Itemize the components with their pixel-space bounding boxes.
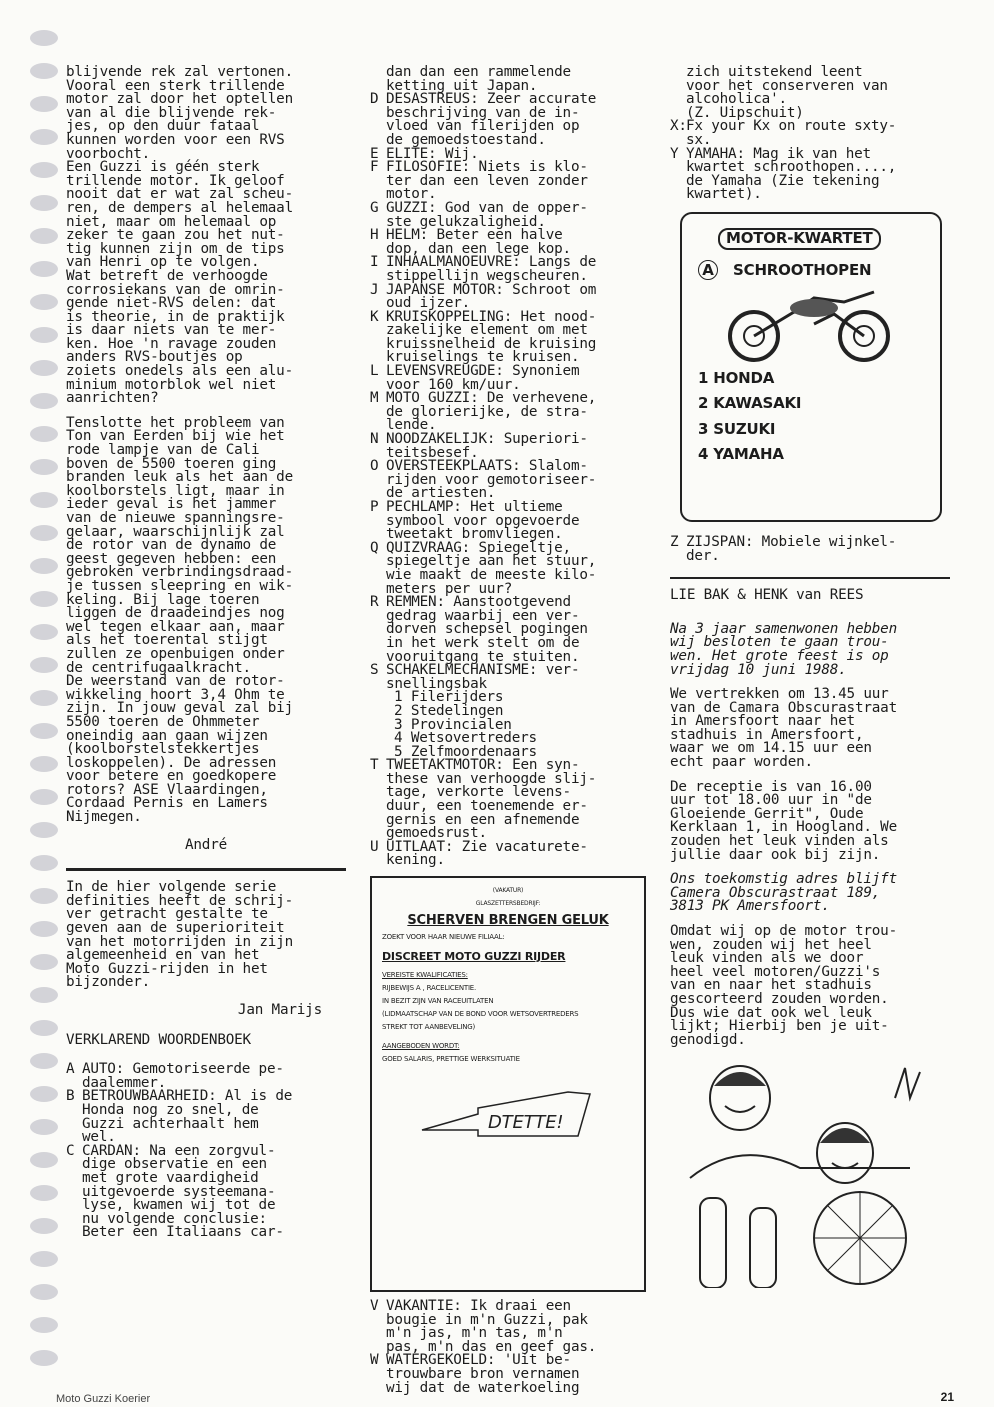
footer-title: Moto Guzzi Koerier [56, 1393, 151, 1405]
advert-role: DISCREET MOTO GUZZI RIJDER [382, 950, 566, 964]
binder-hole [30, 1086, 58, 1102]
dictionary-entry: T TWEETAKTMOTOR: Een syn- these van verhoogde slij- tage, verkorte levens- duur, een toenemende er- gernis en een afnemende gemoedsrust. [370, 757, 597, 842]
binder-hole [30, 360, 58, 376]
dictionary-entry: O OVERSTEEKPLAATS: Slalom- rijden voor gemotoriseer- de artiesten. [370, 458, 597, 502]
binder-hole [30, 261, 58, 277]
binder-hole [30, 96, 58, 112]
column-2 [370, 66, 650, 1395]
binder-hole [30, 393, 58, 409]
page-number: 21 [940, 1390, 954, 1404]
couple-on-motorcycle-illustration [670, 1058, 940, 1288]
dictionary-entry: V VAKANTIE: Ik draai een bougie in m'n Guzzi, pak m'n jas, m'n tas, m'n pas, m'n das en geef gas. [370, 1298, 597, 1355]
binder-hole [30, 987, 58, 1003]
dictionary-entry: Z ZIJSPAN: Mobiele wijnkel- der. [670, 533, 897, 564]
binder-hole [30, 591, 58, 607]
binder-hole [30, 789, 58, 805]
binder-hole [30, 723, 58, 739]
dictionary-entry: U UITLAAT: Zie vacaturete- kening. [370, 838, 588, 869]
binder-hole [30, 1350, 58, 1366]
binder-hole [30, 63, 58, 79]
dictionary-entry: Y YAMAHA: Mag ik van het kwartet schroothopen...., de Yamaha (Zie tekening kwartet). [670, 145, 897, 203]
dictionary-entry: G GUZZI: God van de opper- ste gelukzaligheid. [370, 199, 588, 230]
binder-hole [30, 756, 58, 772]
binder-hole [30, 822, 58, 838]
binder-hole [30, 855, 58, 871]
binder-hole [30, 1251, 58, 1267]
binder-hole [30, 1317, 58, 1333]
advert-logo [382, 1084, 634, 1149]
binder-hole [30, 162, 58, 178]
binder-hole [30, 1218, 58, 1234]
dictionary-entry: R REMMEN: Aanstootgevend gedrag waarbij een ver- dorven schepsel pogingen in het werk stelt om de vooruitgang te stuiten. [370, 594, 588, 665]
dictionary-entry: L LEVENSVREUGDE: Synoniem voor 160 km/uur. [370, 363, 580, 393]
announcement-paragraph: Ons toekomstig adres blijft Camera Obscurastraat 189, 3813 PK Amersfoort. [670, 871, 898, 915]
announcement-paragraph: Na 3 jaar samenwonen hebben wij besloten te gaan trou- wen. Het grote feest is op vrijdag 10 juni 1988. [670, 620, 898, 678]
advert-logo-drawing [418, 1084, 598, 1144]
column-1 [66, 66, 346, 1240]
binder-hole [30, 1020, 58, 1036]
dictionary-entry: I INHAALMANOEUVRE: Langs de stippellijn wegscheuren. [370, 254, 597, 284]
section-divider [670, 577, 950, 579]
article-paragraph: blijvende rek zal vertonen. Vooral een sterk trillende motor zal door het optellen van al die blijvende rek- jes, op den duur fataal kunnen worden voor een RVS voorbocht. Een Guzzi is géén sterk trillende motor. Ik geloof nooit dat er wat zal scheu- ren, de dempers al helemaal niet, maar om helemaal op zeker te gaan zou het nut- tig kunnen zijn om de tips van Henri op te volgen. Wat betreft de verhoogde corrosiekans van de omrin- gende niet-RVS delen: dat is theorie, in de praktijk is daar niets van te mer- ken. Hoe 'n ravage zouden anders RVS-boutjes op zoiets onedels als een alu- minium motorblok wel niet aanrichten? [66, 64, 294, 407]
dictionary-entry: F FILOSOFIE: Niets is klo- ter dan een leven zonder motor. [370, 159, 588, 203]
binder-hole [30, 1284, 58, 1300]
binder-hole [30, 459, 58, 475]
vacancy-advert: (VAKATUR) GLASZETTERSBEDRIJF: SCHERVEN BRENGEN GELUK ZOEKT VOOR HAAR NIEUWE FILIAAL: DISCREET MOTO GUZZI RIJDER VEREISTE KWALIFICATIES: RIJBEWIJS A , RACELICENTIE. IN BEZIT ZIJN VAN RACEUITLATEN (LIDMAATSCHAP VAN DE BOND VOOR WETSOVERTREDERS STREKT TOT AANBEVELING) AANGEBODEN WORDT: GOED SALARIS, PRETTIGE WERKSITUATIE DTETTE! [370, 876, 646, 1292]
binder-hole [30, 294, 58, 310]
binder-hole [30, 921, 58, 937]
announcement-paragraph: De receptie is van 16.00 uur tot 18.00 uur in "de Gloeiende Gerrit", Oude Kerklaan 1, in Hoogland. We zouden het leuk vinden als jullie daar ook bij zijn. [670, 778, 898, 863]
author-signature: André [184, 836, 228, 853]
announcement-title: LIE BAK & HENK van REES [670, 587, 864, 604]
dictionary-entry: Q QUIZVRAAG: Spiegeltje, spiegeltje aan het stuur, wie maakt de meeste kilo- meters per uur? [370, 539, 597, 597]
binder-hole [30, 195, 58, 211]
binder-hole [30, 426, 58, 442]
binder-hole [30, 1053, 58, 1069]
binder-hole [30, 327, 58, 343]
binder-hole [30, 1152, 58, 1168]
motorcycle-icon [724, 284, 904, 364]
column-3 [670, 66, 950, 1288]
binder-hole [30, 1185, 58, 1201]
dictionary-entry: A AUTO: Gemotoriseerde pe- daalemmer. [66, 1061, 284, 1091]
binder-hole [30, 888, 58, 904]
binder-hole [30, 30, 58, 46]
dictionary-entry: N NOODZAKELIJK: Superiori- teitsbesef. [370, 431, 588, 461]
dictionary-entry: P PECHLAMP: Het ultieme symbool voor opgevoerde tweetakt bromvliegen. [370, 499, 580, 543]
dictionary-entry: H HELM: Beter een halve dop, dan een lege kop. [370, 227, 571, 257]
binder-hole [30, 525, 58, 541]
author-signature: Jan Marijs [237, 1002, 322, 1018]
binder-hole [30, 954, 58, 970]
binder-hole [30, 558, 58, 574]
svg-text:DTETTE!: DTETTE! [488, 1112, 564, 1134]
section-divider [66, 868, 346, 871]
dictionary-entry: E ELITE: Wij. [370, 145, 479, 162]
section-heading: VERKLAREND WOORDENBOEK [66, 1031, 251, 1048]
intro-paragraph: In de hier volgende serie definities heeft de schrij- ver getracht gestalte te geven aan de superioriteit van het motorrijden in zijn algemeenheid en van het Moto Guzzi-rijden in het bijzonder. [66, 879, 294, 991]
dictionary-entry: C CARDAN: Na een zorgvul- dige observatie en een met grote vaardigheid uitgevoerde systeemana- lyse, kwamen wij tot de nu volgende conclusie: Beter een Italiaans car- [66, 1142, 284, 1241]
binder-hole [30, 492, 58, 508]
binder-hole [30, 624, 58, 640]
dictionary-entry: B BETROUWBAARHEID: Al is de Honda nog zo snel, de Guzzi achterhaalt hem wel. [66, 1088, 293, 1146]
dictionary-entry: X: Fx your Kx on route sxty- sx. [670, 118, 897, 148]
binder-holes [30, 30, 64, 1390]
advert-title: SCHERVEN BRENGEN GELUK [407, 913, 609, 929]
quartet-list: 1 HONDA 2 KAWASAKI 3 SUZUKI 4 YAMAHA [698, 368, 802, 464]
dictionary-entry: D DESASTREUS: Zeer accurate beschrijving van de in- vloed van filerijden op de gemoedstoestand. [370, 91, 597, 148]
quartet-card [680, 212, 942, 522]
dictionary-entry: K KRUISKOPPELING: Het nood- zakelijke element om met kruissnelheid de kruising kruiselings te kruisen. [370, 308, 597, 366]
binder-hole [30, 657, 58, 673]
dictionary-entry: S SCHAKELMECHANISME: ver- snellingsbak [370, 662, 580, 692]
quartet-title: MOTOR-KWARTET [718, 228, 881, 250]
quartet-category: A SCHROOTHOPEN [698, 260, 928, 280]
dictionary-entry: J JAPANSE MOTOR: Schroot om oud ijzer. [370, 281, 597, 312]
gear-list: 1 Filerijders 2 Stedelingen 3 Provincialen 4 Wetsovertreders 5 Zelfmoordenaars [394, 689, 537, 760]
announcement-paragraph: We vertrekken om 13.45 uur van de Camara Obscurastraat in Amersfoort naar het stadhuis in Amersfoort, waar we om 14.15 uur een echt paar worden. [670, 686, 898, 771]
announcement-paragraph: Omdat wij op de motor trou- wen, zouden wij het heel leuk vinden als we door heel veel motoren/Guzzi's van en naar het stadhuis gescorteerd zouden worden. Dus wie dat ook wel leuk lijkt; Hierbij ben je uit- genodigd. [670, 923, 898, 1048]
binder-hole [30, 228, 58, 244]
article-paragraph: Tenslotte het probleem van Ton van Eerden bij wie het rode lampje van de Cali boven de 5500 toeren ging branden leuk als het aan de koolborstels ligt, maar in ieder geval is het jammer van de nieuwe spanningsre- gelaar, waarschijnlijk zal de rotor van de dynamo de geest gegeven hebben: een gebroken verbrindingsdraad- je tussen sleepring en wik- keling. Bij lage toeren liggen de draadeindjes nog wel tegen elkaar aan, maar als het toerental stijgt zullen ze openbuigen onder de centrifugaalkracht. De weerstand van de rotor- wikkeling hoort 3,4 Ohm te zijn. In jouw geval zal bij 5500 toeren de Ohmmeter oneindig aan gaan wijzen (koolborstelstekkertjes loskoppelen). De adressen voor betere en goedkopere rotors? ASE Vlaardingen, Cordaad Pernis en Lamers Nijmegen. [66, 414, 294, 826]
dictionary-entry: M MOTO GUZZI: De verhevene, de glorierijke, de stra- lende. [370, 390, 597, 434]
continued-text: dan dan een rammelende ketting uit Japan. [386, 64, 571, 94]
binder-hole [30, 1119, 58, 1135]
continued-text: zich uitstekend leent voor het conserveren van alcoholica'. (Z. Uipschuit) [686, 64, 888, 121]
dictionary-entry: W WATERGEKOELD: 'Uit be- trouwbare bron vernamen wij dat de waterkoeling [370, 1352, 580, 1396]
binder-hole [30, 129, 58, 145]
binder-hole [30, 690, 58, 706]
